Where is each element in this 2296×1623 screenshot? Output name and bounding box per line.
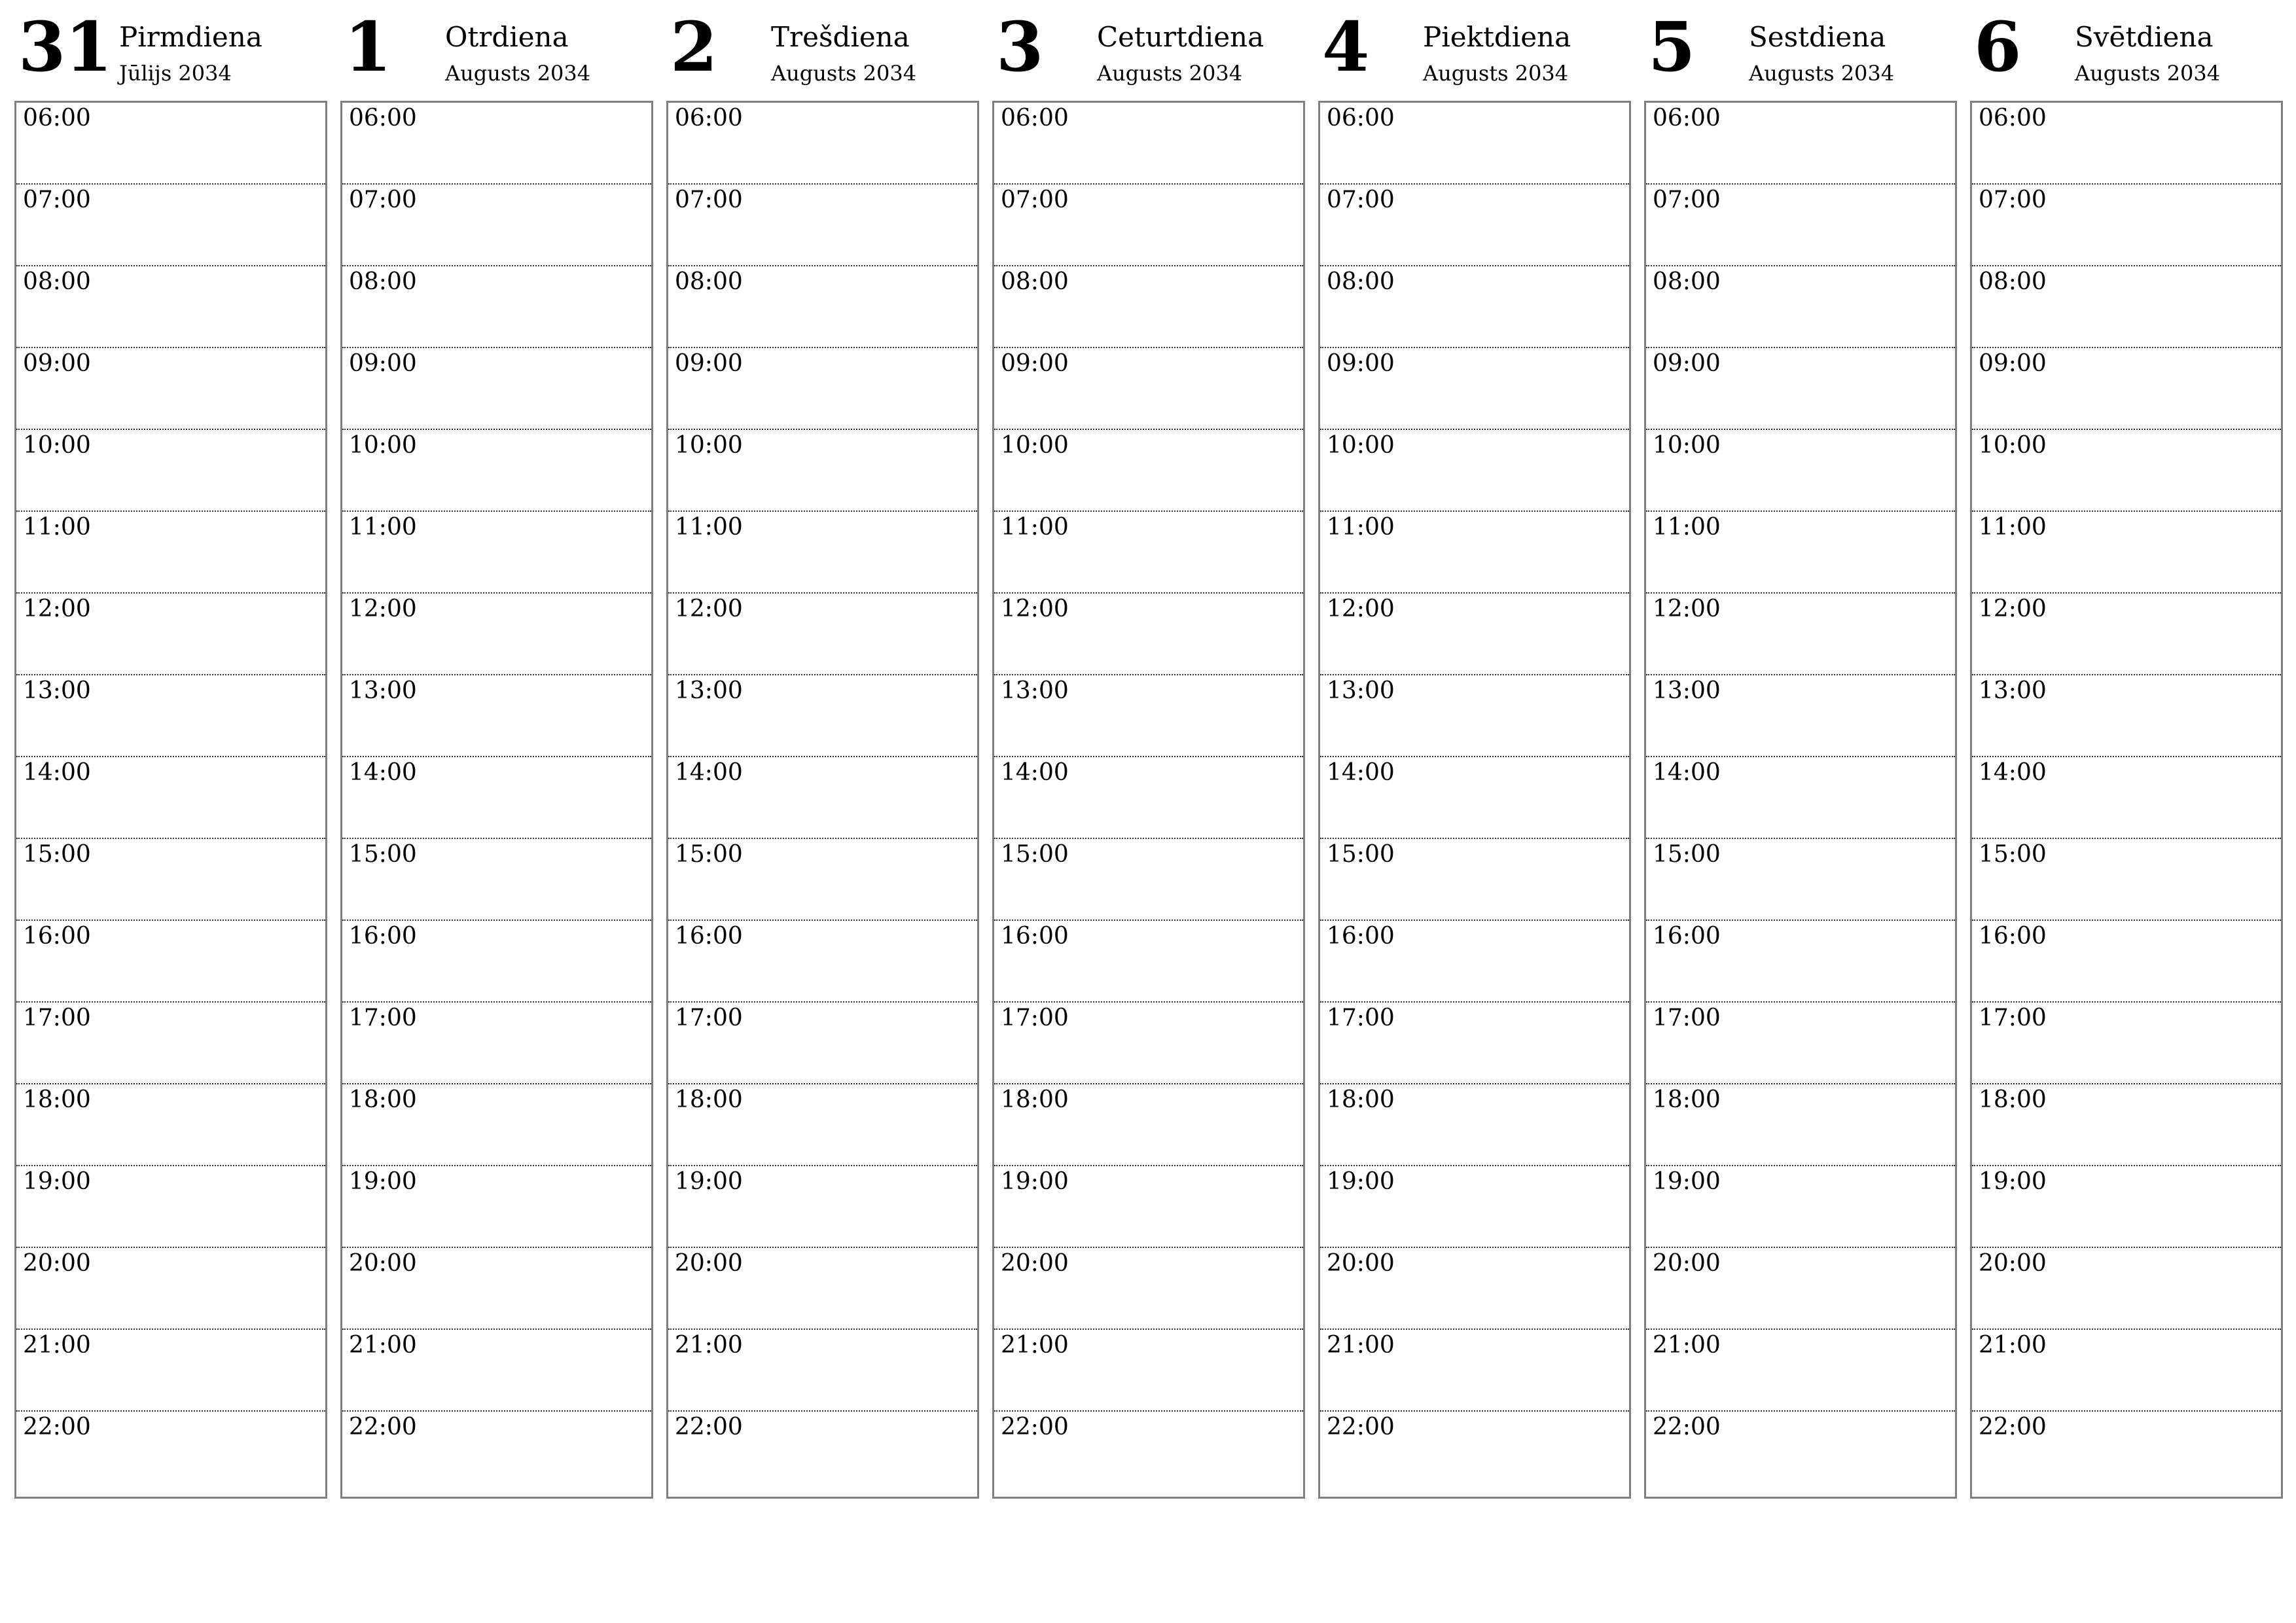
- hour-slot[interactable]: [668, 921, 977, 1003]
- hour-slot[interactable]: [342, 1248, 651, 1330]
- hour-slot[interactable]: [1646, 921, 1955, 1003]
- hour-slot[interactable]: [668, 512, 977, 594]
- hour-slot[interactable]: [1972, 430, 2281, 512]
- hour-slot[interactable]: [1972, 266, 2281, 348]
- hour-label: 18:00: [1979, 1086, 2047, 1113]
- hour-label: 16:00: [1001, 923, 1069, 950]
- hour-label: 11:00: [1327, 514, 1395, 541]
- hour-label: 11:00: [1979, 514, 2047, 541]
- hour-slot[interactable]: [1972, 594, 2281, 675]
- hour-label: 18:00: [349, 1086, 417, 1113]
- hour-slot[interactable]: [1972, 1084, 2281, 1166]
- day-month: Augusts 2034: [771, 61, 917, 86]
- hour-label: 13:00: [1653, 677, 1721, 704]
- day-schedule: [14, 101, 327, 1499]
- hour-label: 09:00: [1653, 350, 1721, 377]
- hour-label: 22:00: [1327, 1414, 1395, 1440]
- hour-label: 13:00: [1979, 677, 2047, 704]
- day-number: 4: [1322, 7, 1369, 87]
- hour-slot[interactable]: [1646, 1166, 1955, 1248]
- hour-slot[interactable]: [1646, 839, 1955, 921]
- hour-slot[interactable]: [994, 757, 1303, 839]
- hour-label: 18:00: [1653, 1086, 1721, 1113]
- hour-label: 11:00: [1001, 514, 1069, 541]
- hour-label: 10:00: [675, 432, 743, 459]
- hour-slot[interactable]: [1320, 103, 1629, 185]
- hour-slot[interactable]: [994, 594, 1303, 675]
- hour-label: 14:00: [1653, 759, 1721, 786]
- weekly-planner: [14, 0, 2282, 1499]
- hour-slot[interactable]: [1320, 757, 1629, 839]
- hour-slot[interactable]: [1320, 921, 1629, 1003]
- hour-label: 18:00: [675, 1086, 743, 1113]
- day-weekday: Piektdiena: [1423, 21, 1571, 53]
- day-schedule: [1318, 101, 1631, 1499]
- hour-label: 11:00: [1653, 514, 1721, 541]
- day-weekday: Otrdiena: [445, 21, 569, 53]
- hour-slot[interactable]: [1320, 675, 1629, 757]
- day-schedule: [1970, 101, 2283, 1499]
- hour-label: 14:00: [675, 759, 743, 786]
- hour-label: 12:00: [1327, 596, 1395, 622]
- hour-label: 13:00: [1001, 677, 1069, 704]
- hour-slot[interactable]: [994, 103, 1303, 185]
- hour-label: 22:00: [1653, 1414, 1721, 1440]
- hour-slot[interactable]: [16, 594, 325, 675]
- hour-label: 12:00: [675, 596, 743, 622]
- day-number: 6: [1974, 7, 2021, 87]
- day-schedule: [1644, 101, 1957, 1499]
- hour-label: 08:00: [1327, 268, 1395, 295]
- hour-label: 10:00: [1327, 432, 1395, 459]
- hour-label: 19:00: [1327, 1168, 1395, 1195]
- hour-slot[interactable]: [1972, 348, 2281, 430]
- hour-slot[interactable]: [1646, 1248, 1955, 1330]
- hour-label: 18:00: [1327, 1086, 1395, 1113]
- hour-slot[interactable]: [668, 1248, 977, 1330]
- hour-slot[interactable]: [1972, 103, 2281, 185]
- hour-label: 07:00: [23, 187, 91, 213]
- hour-slot[interactable]: [668, 185, 977, 266]
- hour-slot[interactable]: [1972, 757, 2281, 839]
- hour-label: 14:00: [1979, 759, 2047, 786]
- hour-label: 20:00: [675, 1250, 743, 1277]
- hour-slot[interactable]: [668, 1003, 977, 1084]
- hour-slot[interactable]: [1972, 1248, 2281, 1330]
- hour-label: 09:00: [675, 350, 743, 377]
- hour-label: 19:00: [1979, 1168, 2047, 1195]
- hour-slot[interactable]: [1320, 348, 1629, 430]
- hour-slot[interactable]: [1646, 1330, 1955, 1412]
- hour-slot[interactable]: [1320, 839, 1629, 921]
- hour-label: 16:00: [675, 923, 743, 950]
- hour-slot[interactable]: [994, 1166, 1303, 1248]
- hour-slot[interactable]: [994, 430, 1303, 512]
- hour-label: 21:00: [349, 1332, 417, 1359]
- hour-label: 06:00: [349, 105, 417, 132]
- hour-label: 19:00: [1653, 1168, 1721, 1195]
- day-header: [1970, 0, 2283, 101]
- hour-label: 12:00: [1001, 596, 1069, 622]
- hour-label: 10:00: [1001, 432, 1069, 459]
- day-column: [992, 0, 1304, 1499]
- hour-slot[interactable]: [1320, 1248, 1629, 1330]
- hour-slot[interactable]: [1972, 921, 2281, 1003]
- hour-label: 11:00: [675, 514, 743, 541]
- hour-slot[interactable]: [668, 757, 977, 839]
- hour-slot[interactable]: [1320, 512, 1629, 594]
- hour-label: 10:00: [1653, 432, 1721, 459]
- hour-slot[interactable]: [16, 1412, 325, 1501]
- hour-slot[interactable]: [994, 1248, 1303, 1330]
- hour-label: 07:00: [349, 187, 417, 213]
- hour-slot[interactable]: [994, 512, 1303, 594]
- hour-slot[interactable]: [1320, 430, 1629, 512]
- hour-slot[interactable]: [342, 185, 651, 266]
- hour-label: 09:00: [1327, 350, 1395, 377]
- hour-slot[interactable]: [16, 1003, 325, 1084]
- hour-label: 09:00: [23, 350, 91, 377]
- hour-label: 18:00: [1001, 1086, 1069, 1113]
- hour-label: 22:00: [675, 1414, 743, 1440]
- hour-label: 06:00: [1001, 105, 1069, 132]
- hour-slot[interactable]: [16, 266, 325, 348]
- hour-slot[interactable]: [668, 103, 977, 185]
- hour-slot[interactable]: [16, 675, 325, 757]
- hour-label: 10:00: [349, 432, 417, 459]
- hour-label: 14:00: [1327, 759, 1395, 786]
- hour-slot[interactable]: [342, 757, 651, 839]
- hour-slot[interactable]: [342, 921, 651, 1003]
- hour-label: 08:00: [1001, 268, 1069, 295]
- hour-label: 07:00: [1327, 187, 1395, 213]
- day-column: [1644, 0, 1956, 1499]
- hour-label: 20:00: [1001, 1250, 1069, 1277]
- hour-slot[interactable]: [16, 185, 325, 266]
- day-header: [666, 0, 979, 101]
- hour-label: 06:00: [1327, 105, 1395, 132]
- hour-slot[interactable]: [342, 1412, 651, 1501]
- hour-label: 22:00: [23, 1414, 91, 1440]
- hour-slot[interactable]: [16, 1166, 325, 1248]
- day-number: 1: [344, 7, 391, 87]
- day-header: [992, 0, 1305, 101]
- hour-slot[interactable]: [1972, 512, 2281, 594]
- hour-slot[interactable]: [16, 1248, 325, 1330]
- day-weekday: Trešdiena: [771, 21, 910, 53]
- hour-slot[interactable]: [1320, 1084, 1629, 1166]
- hour-label: 21:00: [675, 1332, 743, 1359]
- hour-slot[interactable]: [1320, 185, 1629, 266]
- hour-slot[interactable]: [994, 1084, 1303, 1166]
- hour-slot[interactable]: [1972, 1330, 2281, 1412]
- day-month: Augusts 2034: [1749, 61, 1895, 86]
- hour-label: 08:00: [349, 268, 417, 295]
- day-column: [340, 0, 652, 1499]
- hour-label: 17:00: [1001, 1005, 1069, 1031]
- hour-slot[interactable]: [342, 266, 651, 348]
- hour-label: 07:00: [1979, 187, 2047, 213]
- hour-slot[interactable]: [668, 839, 977, 921]
- hour-label: 20:00: [23, 1250, 91, 1277]
- hour-label: 08:00: [23, 268, 91, 295]
- day-number: 31: [18, 7, 112, 87]
- hour-label: 06:00: [23, 105, 91, 132]
- hour-label: 14:00: [349, 759, 417, 786]
- hour-slot[interactable]: [1646, 266, 1955, 348]
- hour-label: 10:00: [23, 432, 91, 459]
- hour-label: 15:00: [1001, 841, 1069, 868]
- hour-label: 16:00: [1653, 923, 1721, 950]
- hour-label: 11:00: [349, 514, 417, 541]
- hour-slot[interactable]: [1646, 675, 1955, 757]
- hour-label: 15:00: [675, 841, 743, 868]
- hour-label: 16:00: [1327, 923, 1395, 950]
- hour-label: 10:00: [1979, 432, 2047, 459]
- hour-label: 21:00: [23, 1332, 91, 1359]
- hour-label: 07:00: [675, 187, 743, 213]
- hour-slot[interactable]: [994, 921, 1303, 1003]
- hour-label: 12:00: [1653, 596, 1721, 622]
- hour-label: 19:00: [23, 1168, 91, 1195]
- hour-slot[interactable]: [342, 1084, 651, 1166]
- hour-slot[interactable]: [1972, 185, 2281, 266]
- hour-slot[interactable]: [16, 512, 325, 594]
- hour-label: 12:00: [1979, 596, 2047, 622]
- hour-slot[interactable]: [1972, 1166, 2281, 1248]
- hour-label: 20:00: [1653, 1250, 1721, 1277]
- hour-slot[interactable]: [994, 185, 1303, 266]
- hour-slot[interactable]: [1646, 1412, 1955, 1501]
- hour-slot[interactable]: [1646, 430, 1955, 512]
- hour-slot[interactable]: [16, 1330, 325, 1412]
- hour-slot[interactable]: [1320, 1166, 1629, 1248]
- hour-label: 19:00: [675, 1168, 743, 1195]
- hour-slot[interactable]: [342, 348, 651, 430]
- hour-slot[interactable]: [994, 348, 1303, 430]
- hour-slot[interactable]: [16, 757, 325, 839]
- hour-slot[interactable]: [1320, 1330, 1629, 1412]
- hour-slot[interactable]: [994, 1330, 1303, 1412]
- hour-label: 12:00: [23, 596, 91, 622]
- hour-label: 22:00: [1979, 1414, 2047, 1440]
- hour-label: 19:00: [1001, 1168, 1069, 1195]
- hour-label: 08:00: [675, 268, 743, 295]
- hour-slot[interactable]: [1646, 1084, 1955, 1166]
- hour-slot[interactable]: [16, 348, 325, 430]
- hour-slot[interactable]: [16, 430, 325, 512]
- hour-label: 17:00: [1327, 1005, 1395, 1031]
- hour-slot[interactable]: [668, 594, 977, 675]
- hour-label: 06:00: [675, 105, 743, 132]
- hour-slot[interactable]: [16, 1084, 325, 1166]
- hour-label: 17:00: [349, 1005, 417, 1031]
- hour-slot[interactable]: [668, 1412, 977, 1501]
- hour-slot[interactable]: [668, 675, 977, 757]
- hour-label: 11:00: [23, 514, 91, 541]
- hour-label: 06:00: [1979, 105, 2047, 132]
- hour-slot[interactable]: [1646, 348, 1955, 430]
- hour-slot[interactable]: [994, 266, 1303, 348]
- day-schedule: [340, 101, 653, 1499]
- hour-label: 21:00: [1653, 1332, 1721, 1359]
- hour-slot[interactable]: [1320, 1003, 1629, 1084]
- hour-label: 15:00: [349, 841, 417, 868]
- hour-slot[interactable]: [1646, 185, 1955, 266]
- day-number: 5: [1648, 7, 1695, 87]
- hour-slot[interactable]: [1972, 1412, 2281, 1501]
- hour-label: 22:00: [1001, 1414, 1069, 1440]
- day-header: [1318, 0, 1631, 101]
- hour-slot[interactable]: [1646, 757, 1955, 839]
- day-column: [14, 0, 326, 1499]
- hour-label: 14:00: [23, 759, 91, 786]
- hour-label: 06:00: [1653, 105, 1721, 132]
- hour-slot[interactable]: [342, 1003, 651, 1084]
- hour-label: 15:00: [1653, 841, 1721, 868]
- hour-label: 07:00: [1653, 187, 1721, 213]
- hour-label: 09:00: [1001, 350, 1069, 377]
- hour-slot[interactable]: [994, 1003, 1303, 1084]
- hour-label: 09:00: [349, 350, 417, 377]
- hour-label: 17:00: [1979, 1005, 2047, 1031]
- hour-label: 17:00: [1653, 1005, 1721, 1031]
- hour-slot[interactable]: [668, 348, 977, 430]
- hour-label: 13:00: [1327, 677, 1395, 704]
- hour-slot[interactable]: [1972, 1003, 2281, 1084]
- hour-label: 18:00: [23, 1086, 91, 1113]
- hour-slot[interactable]: [1972, 839, 2281, 921]
- day-number: 2: [670, 7, 717, 87]
- hour-slot[interactable]: [342, 1330, 651, 1412]
- hour-label: 16:00: [349, 923, 417, 950]
- day-month: Augusts 2034: [1423, 61, 1569, 86]
- day-header: [1644, 0, 1957, 101]
- hour-label: 17:00: [675, 1005, 743, 1031]
- hour-slot[interactable]: [342, 103, 651, 185]
- hour-slot[interactable]: [994, 1412, 1303, 1501]
- hour-slot[interactable]: [668, 1166, 977, 1248]
- hour-label: 20:00: [349, 1250, 417, 1277]
- day-weekday: Ceturtdiena: [1097, 21, 1265, 53]
- day-schedule: [992, 101, 1305, 1499]
- hour-label: 21:00: [1001, 1332, 1069, 1359]
- day-month: Jūlijs 2034: [119, 61, 232, 86]
- hour-slot[interactable]: [668, 430, 977, 512]
- hour-slot[interactable]: [994, 675, 1303, 757]
- hour-slot[interactable]: [1646, 1003, 1955, 1084]
- day-weekday: Sestdiena: [1749, 21, 1886, 53]
- hour-slot[interactable]: [1646, 103, 1955, 185]
- day-month: Augusts 2034: [2075, 61, 2221, 86]
- hour-slot[interactable]: [668, 1084, 977, 1166]
- hour-label: 15:00: [1979, 841, 2047, 868]
- day-month: Augusts 2034: [445, 61, 591, 86]
- hour-label: 22:00: [349, 1414, 417, 1440]
- hour-label: 12:00: [349, 596, 417, 622]
- hour-label: 13:00: [23, 677, 91, 704]
- hour-slot[interactable]: [342, 594, 651, 675]
- hour-slot[interactable]: [342, 512, 651, 594]
- hour-slot[interactable]: [1320, 266, 1629, 348]
- hour-slot[interactable]: [342, 1166, 651, 1248]
- hour-label: 20:00: [1327, 1250, 1395, 1277]
- hour-label: 16:00: [23, 923, 91, 950]
- day-header: [14, 0, 327, 101]
- hour-slot[interactable]: [342, 675, 651, 757]
- hour-slot[interactable]: [16, 839, 325, 921]
- hour-slot[interactable]: [1320, 1412, 1629, 1501]
- day-header: [340, 0, 653, 101]
- day-number: 3: [996, 7, 1043, 87]
- hour-slot[interactable]: [668, 266, 977, 348]
- hour-label: 09:00: [1979, 350, 2047, 377]
- hour-label: 16:00: [1979, 923, 2047, 950]
- hour-label: 15:00: [23, 841, 91, 868]
- hour-slot[interactable]: [342, 430, 651, 512]
- hour-slot[interactable]: [668, 1330, 977, 1412]
- hour-label: 07:00: [1001, 187, 1069, 213]
- hour-slot[interactable]: [994, 839, 1303, 921]
- hour-label: 19:00: [349, 1168, 417, 1195]
- hour-label: 08:00: [1979, 268, 2047, 295]
- day-column: [1318, 0, 1630, 1499]
- hour-label: 21:00: [1327, 1332, 1395, 1359]
- hour-slot[interactable]: [1320, 594, 1629, 675]
- day-weekday: Svētdiena: [2075, 21, 2214, 53]
- hour-label: 13:00: [349, 677, 417, 704]
- day-column: [1970, 0, 2282, 1499]
- hour-label: 15:00: [1327, 841, 1395, 868]
- hour-slot[interactable]: [1646, 594, 1955, 675]
- hour-slot[interactable]: [16, 103, 325, 185]
- day-schedule: [666, 101, 979, 1499]
- hour-label: 20:00: [1979, 1250, 2047, 1277]
- day-weekday: Pirmdiena: [119, 21, 262, 53]
- hour-label: 13:00: [675, 677, 743, 704]
- hour-slot[interactable]: [1972, 675, 2281, 757]
- hour-slot[interactable]: [342, 839, 651, 921]
- hour-slot[interactable]: [1646, 512, 1955, 594]
- hour-label: 14:00: [1001, 759, 1069, 786]
- day-column: [666, 0, 978, 1499]
- hour-slot[interactable]: [16, 921, 325, 1003]
- day-month: Augusts 2034: [1097, 61, 1243, 86]
- hour-label: 08:00: [1653, 268, 1721, 295]
- hour-label: 21:00: [1979, 1332, 2047, 1359]
- hour-label: 17:00: [23, 1005, 91, 1031]
